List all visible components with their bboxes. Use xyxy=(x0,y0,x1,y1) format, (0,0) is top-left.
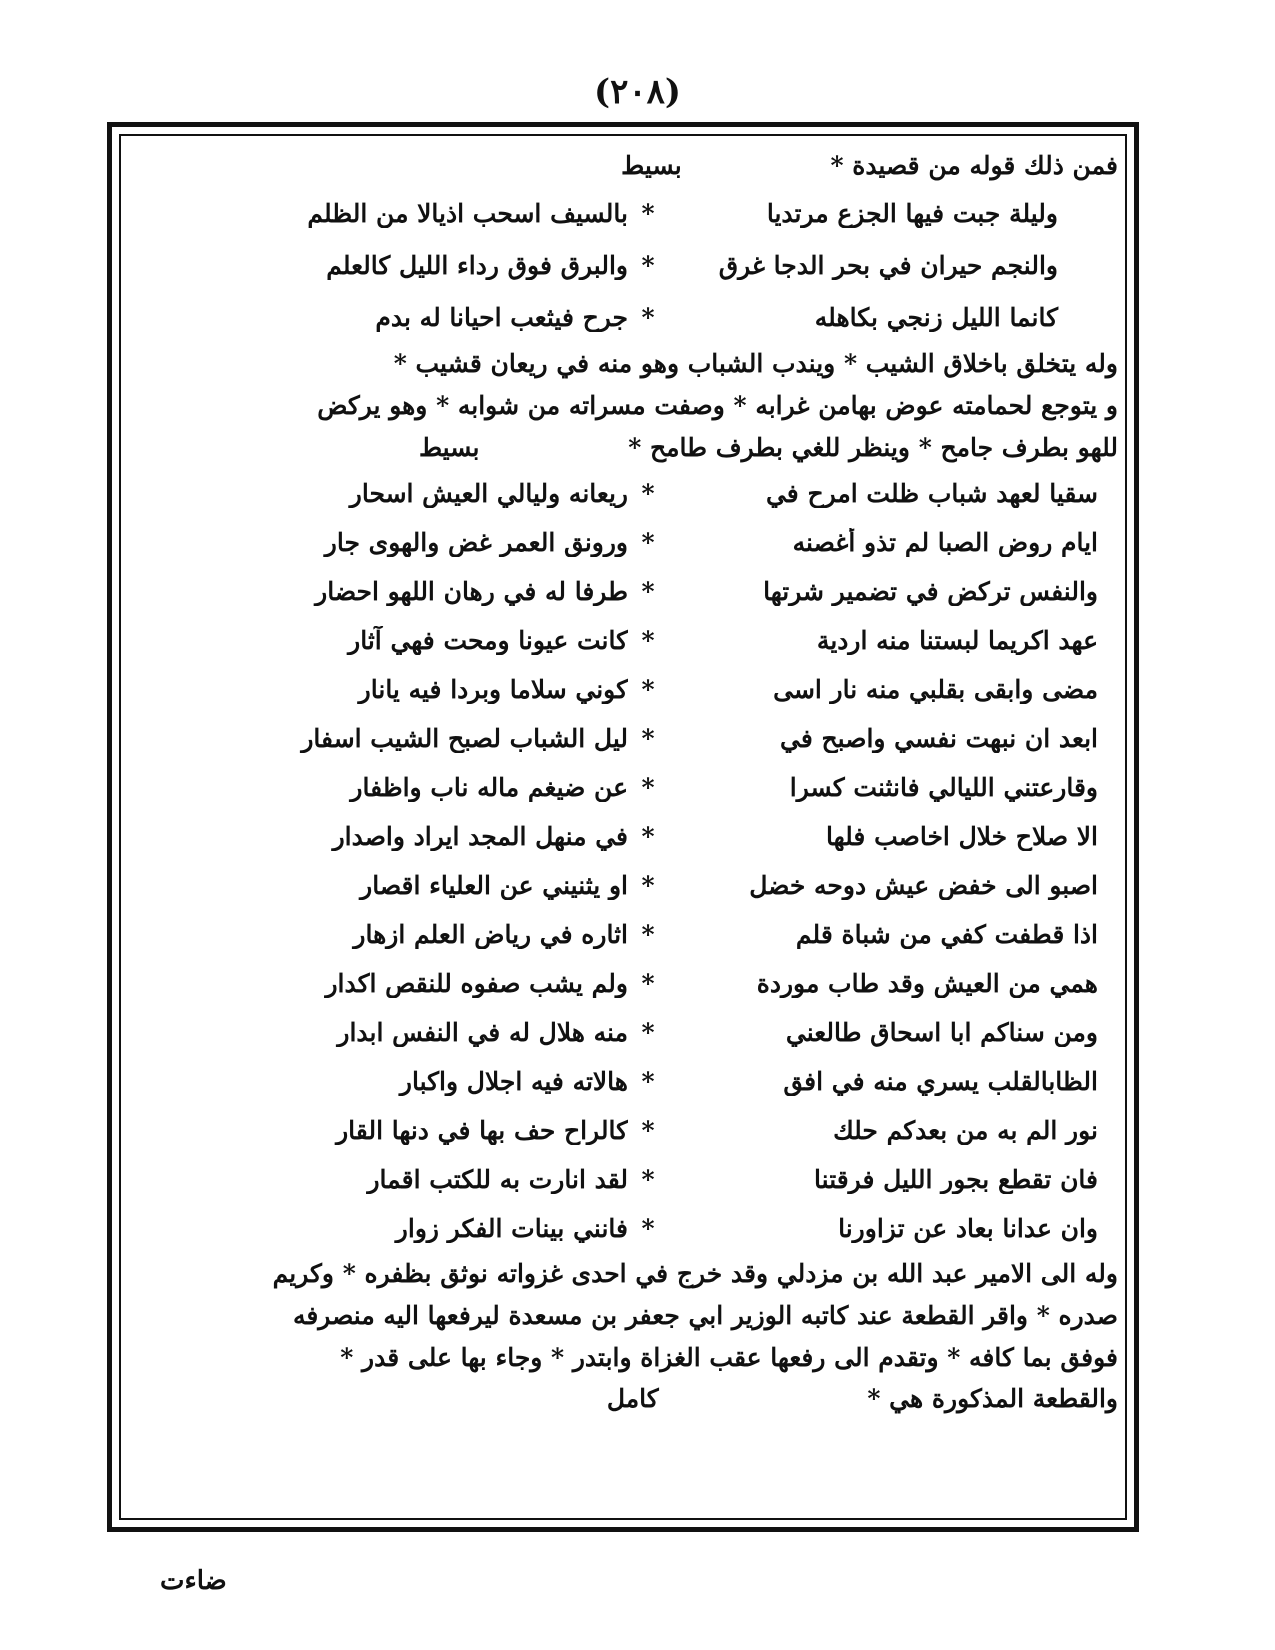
prose-line: و يتوجع لحمامته عوض بهامن غرابه * وصفت مسراته من شوابه * وهو يركض xyxy=(317,391,1118,420)
verse-first-hemistich: والنفس تركض في تضمير شرتها xyxy=(763,577,1098,606)
verse-separator: * xyxy=(641,969,655,998)
verse-separator: * xyxy=(641,577,655,606)
verse-second-hemistich: طرفا له في رهان اللهو احضار xyxy=(315,577,628,606)
verse-second-hemistich: هالاته فيه اجلال واكبار xyxy=(399,1067,628,1096)
verse-second-hemistich: او يثنيني عن العلياء اقصار xyxy=(360,871,628,900)
verse-separator: * xyxy=(641,250,655,280)
verse-first-hemistich: اصبو الى خفض عيش دوحه خضل xyxy=(749,871,1098,900)
verse-separator: * xyxy=(641,773,655,802)
verse-first-hemistich: عهد اكريما لبستنا منه اردية xyxy=(816,626,1098,655)
verse-second-hemistich: كانت عيونا ومحت فهي آثار xyxy=(348,626,628,655)
verse-first-hemistich: كانما الليل زنجي بكاهله xyxy=(814,302,1058,332)
prose-paragraph-2 xyxy=(128,1253,1118,1379)
verse-second-hemistich: لقد انارت به للكتب اقمار xyxy=(367,1165,628,1194)
prose-line: وله يتخلق باخلاق الشيب * ويندب الشباب وهو منه في ريعان قشيب * xyxy=(393,349,1118,378)
verse-first-hemistich: سقيا لعهد شباب ظلت امرح في xyxy=(765,479,1098,508)
verse-line xyxy=(128,616,1118,665)
verse-first-hemistich: همي من العيش وقد طاب موردة xyxy=(756,969,1098,998)
verse-line xyxy=(128,910,1118,959)
verse-first-hemistich: مضى وابقى بقلبي منه نار اسى xyxy=(773,675,1098,704)
verse-second-hemistich: كالراح حف بها في دنها القار xyxy=(336,1116,628,1145)
verse-separator: * xyxy=(641,302,655,332)
verse-first-hemistich: فان تقطع بجور الليل فرقتنا xyxy=(814,1165,1098,1194)
verse-separator: * xyxy=(641,920,655,949)
page-content xyxy=(128,145,1118,1515)
verse-first-hemistich: نور الم به من بعدكم حلك xyxy=(833,1116,1098,1145)
verse-second-hemistich: والبرق فوق رداء الليل كالعلم xyxy=(326,250,628,280)
verse-line xyxy=(128,1204,1118,1253)
catchword: ضاءت xyxy=(160,1566,227,1596)
verse-second-hemistich: كوني سلاما وبردا فيه يانار xyxy=(358,675,628,704)
verse-line xyxy=(128,861,1118,910)
closing-line xyxy=(128,1379,1118,1419)
verse-separator: * xyxy=(641,1165,655,1194)
prose-line: وله الى الامير عبد الله بن مزدلي وقد خرج في احدى غزواته نوثق بظفره * وكريم xyxy=(272,1259,1118,1288)
verse-separator: * xyxy=(641,822,655,851)
verse-line xyxy=(128,239,1118,291)
intro-meter: بسيط xyxy=(621,151,682,180)
verse-second-hemistich: في منهل المجد ايراد واصدار xyxy=(332,822,628,851)
verse-line xyxy=(128,469,1118,518)
verse-separator: * xyxy=(641,1214,655,1243)
verse-first-hemistich: والنجم حيران في بحر الدجا غرق xyxy=(718,250,1058,280)
page-number: (٢٠٨) xyxy=(594,72,681,112)
verse-first-hemistich: اذا قطفت كفي من شباة قلم xyxy=(795,920,1098,949)
verse-separator: * xyxy=(641,675,655,704)
verse-line xyxy=(128,1057,1118,1106)
verse-separator: * xyxy=(641,1067,655,1096)
closing-meter: كامل xyxy=(606,1384,659,1413)
verse-first-hemistich: الظابالقلب يسري منه في افق xyxy=(783,1067,1098,1096)
verse-separator: * xyxy=(641,528,655,557)
verse-line xyxy=(128,567,1118,616)
prose-line: صدره * واقر القطعة عند كاتبه الوزير ابي جعفر بن مسعدة ليرفعها اليه منصرفه xyxy=(292,1301,1118,1330)
intro-line xyxy=(128,145,1118,187)
prose-line: فوفق بما كافه * وتقدم الى رفعها عقب الغزاة وابتدر * وجاء بها على قدر * xyxy=(340,1343,1118,1372)
verse-line xyxy=(128,714,1118,763)
verse-line xyxy=(128,187,1118,239)
verse-first-hemistich: ومن سناكم ابا اسحاق طالعني xyxy=(785,1018,1098,1047)
verse-line xyxy=(128,518,1118,567)
verse-second-hemistich: ريعانه وليالي العيش اسحار xyxy=(349,479,628,508)
verse-second-hemistich: عن ضيغم ماله ناب واظفار xyxy=(350,773,628,802)
poem-2-meter: بسيط xyxy=(418,433,480,462)
verse-separator: * xyxy=(641,1018,655,1047)
prose-line-text: للهو بطرف جامح * وينظر للغي بطرف طامح * xyxy=(628,433,1118,462)
verse-second-hemistich: جرح فيثعب احيانا له بدم xyxy=(375,302,628,332)
verse-first-hemistich: ايام روض الصبا لم تذو أغصنه xyxy=(792,528,1098,557)
verse-line xyxy=(128,763,1118,812)
verse-second-hemistich: ليل الشباب لصبح الشيب اسفار xyxy=(301,724,628,753)
verse-second-hemistich: ولم يشب صفوه للنقص اكدار xyxy=(325,969,628,998)
verse-first-hemistich: وليلة جبت فيها الجزع مرتديا xyxy=(766,198,1058,228)
verse-line xyxy=(128,1106,1118,1155)
verse-separator: * xyxy=(641,479,655,508)
verse-line xyxy=(128,1155,1118,1204)
prose-paragraph-1 xyxy=(128,343,1118,469)
verse-second-hemistich: فانني بينات الفكر زوار xyxy=(395,1214,628,1243)
verse-second-hemistich: ورونق العمر غض والهوى جار xyxy=(324,528,628,557)
verse-first-hemistich: ابعد ان نبهت نفسي واصبح في xyxy=(780,724,1098,753)
verse-line xyxy=(128,959,1118,1008)
verse-separator: * xyxy=(641,198,655,228)
verse-line xyxy=(128,1008,1118,1057)
verse-line xyxy=(128,812,1118,861)
verse-second-hemistich: بالسيف اسحب اذيالا من الظلم xyxy=(307,198,628,228)
verse-first-hemistich: الا صلاح خلال اخاصب فلها xyxy=(826,822,1098,851)
verse-first-hemistich: وان عدانا بعاد عن تزاورنا xyxy=(838,1214,1098,1243)
verse-separator: * xyxy=(641,1116,655,1145)
intro-text: فمن ذلك قوله من قصيدة * xyxy=(830,151,1118,180)
verse-first-hemistich: وقارعتني الليالي فانثنت كسرا xyxy=(789,773,1098,802)
poem-2 xyxy=(128,469,1118,1253)
verse-separator: * xyxy=(641,871,655,900)
verse-line xyxy=(128,665,1118,714)
verse-separator: * xyxy=(641,724,655,753)
verse-separator: * xyxy=(641,626,655,655)
closing-text: والقطعة المذكورة هي * xyxy=(867,1384,1118,1413)
verse-line xyxy=(128,291,1118,343)
poem-1 xyxy=(128,187,1118,343)
verse-second-hemistich: منه هلال له في النفس ابدار xyxy=(337,1018,628,1047)
prose-line xyxy=(128,427,1118,469)
verse-second-hemistich: اثاره في رياض العلم ازهار xyxy=(353,920,628,949)
